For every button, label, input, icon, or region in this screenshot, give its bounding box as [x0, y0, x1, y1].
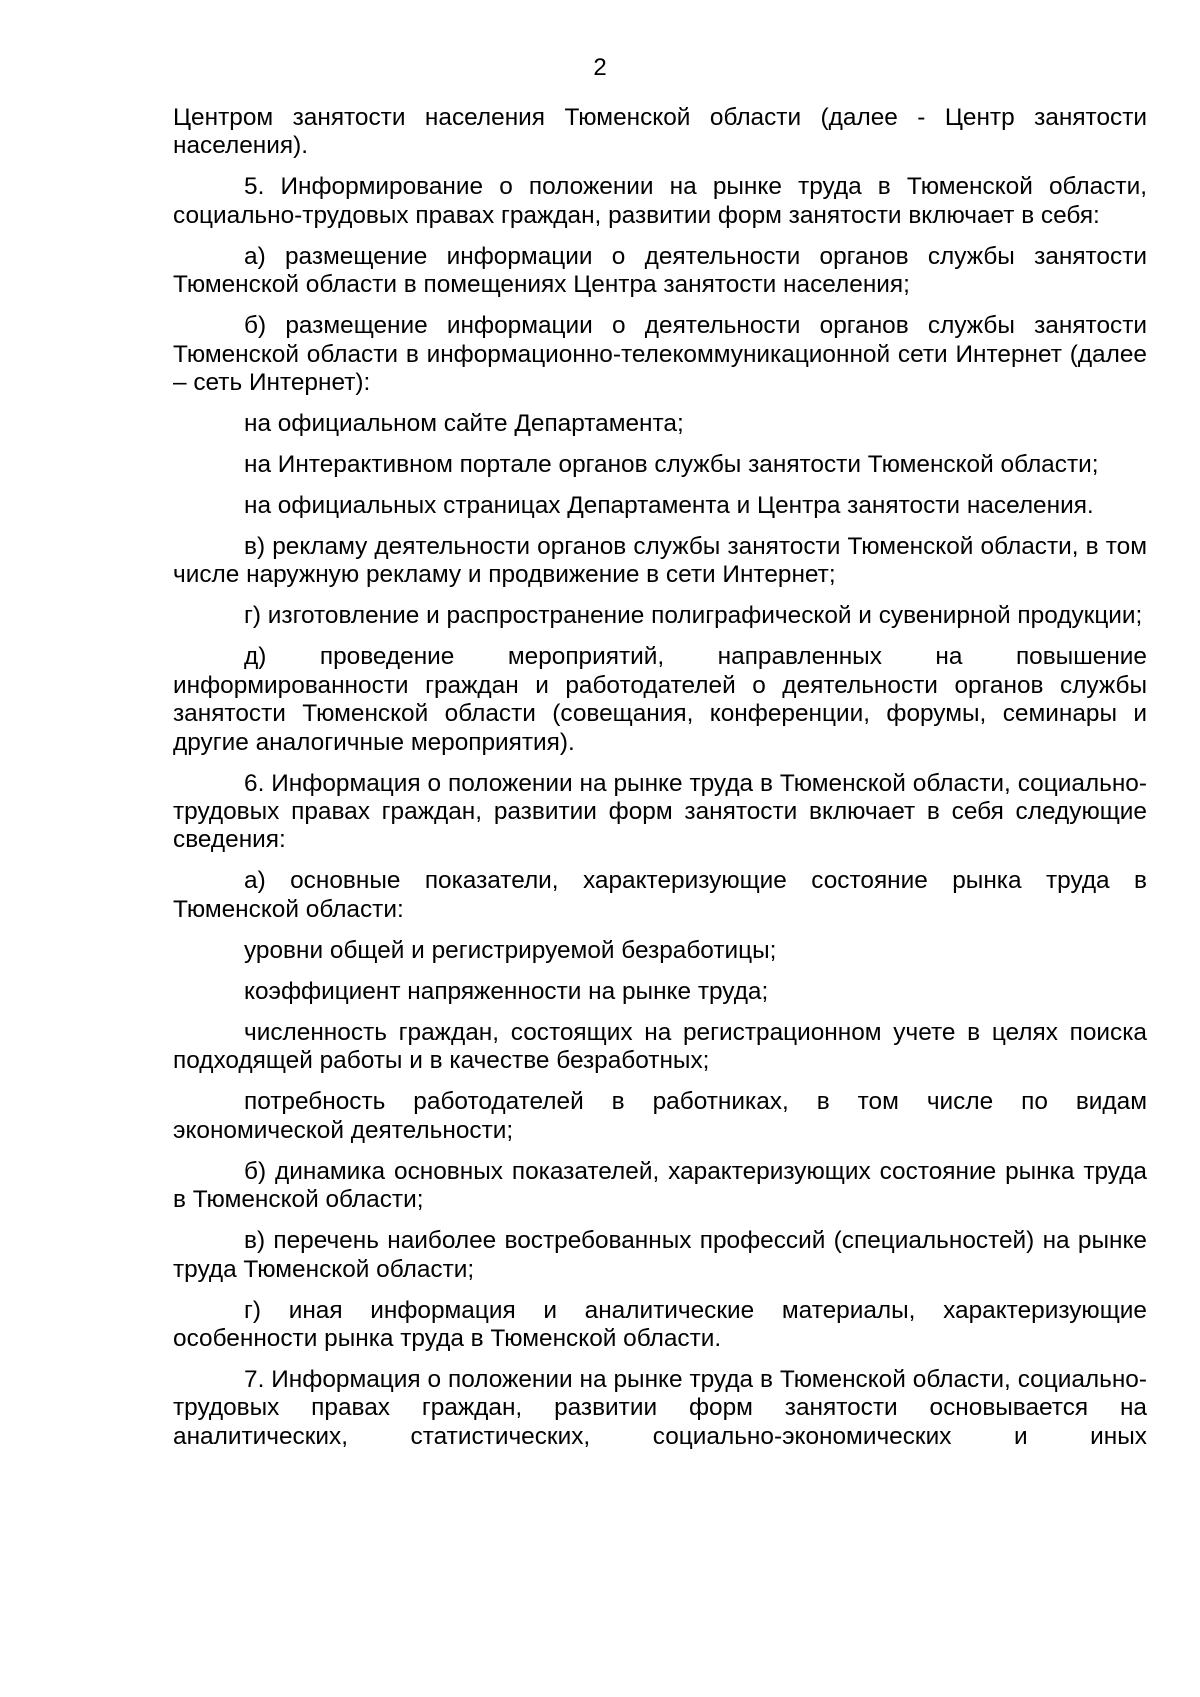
paragraph-item-7: 7. Информация о положении на рынке труда в Тюменской области, социально-трудовых правах граждан, развитии форм занятости основывается на аналитических, статистических, социально-экономических и иных — [173, 1365, 1147, 1450]
document-body — [173, 104, 1147, 1451]
paragraph-item-5: 5. Информирование о положении на рынке труда в Тюменской области, социально-трудовых правах граждан, развитии форм занятости включает в себя: — [173, 173, 1147, 229]
paragraph-6v: в) перечень наиболее востребованных профессий (специальностей) на рынке труда Тюменской области; — [173, 1227, 1147, 1283]
paragraph-5b-official-site: на официальном сайте Департамента; — [244, 410, 684, 438]
paragraph-6a-employer-demand: потребность работодателей в работниках, в том числе по видам экономической деятельности; — [173, 1088, 1147, 1144]
paragraph-6g: г) иная информация и аналитические материалы, характеризующие особенности рынка труда в Тюменской области. — [173, 1296, 1147, 1352]
paragraph-6a-tension-ratio: коэффициент напряженности на рынке труда; — [244, 977, 769, 1005]
paragraph-5b: б) размещение информации о деятельности органов службы занятости Тюменской области в информационно-телекоммуникационной сети Интернет (далее – сеть Интернет): — [173, 312, 1147, 397]
paragraph-5d: д) проведение мероприятий, направленных на повышение информированности граждан и работодателей о деятельности органов службы занятости Тюменской области (совещания, конференции, форумы, семинары и другие аналогичные мероприятия). — [173, 643, 1147, 756]
paragraph-6a: а) основные показатели, характеризующие состояние рынка труда в Тюменской области: — [173, 867, 1147, 923]
paragraph-continuation: Центром занятости населения Тюменской области (далее - Центр занятости населения). — [173, 104, 1147, 160]
paragraph-5v: в) рекламу деятельности органов службы занятости Тюменской области, в том числе наружную рекламу и продвижение в сети Интернет; — [173, 533, 1147, 589]
paragraph-6a-unemployment: уровни общей и регистрируемой безработицы; — [244, 936, 777, 964]
paragraph-item-6: 6. Информация о положении на рынке труда в Тюменской области, социально-трудовых правах граждан, развитии форм занятости включает в себя следующие сведения: — [173, 769, 1147, 854]
paragraph-5a: а) размещение информации о деятельности органов службы занятости Тюменской области в помещениях Центра занятости населения; — [173, 242, 1147, 299]
paragraph-5b-portal: на Интерактивном портале органов службы занятости Тюменской области; — [244, 451, 1099, 479]
page-number: 2 — [593, 54, 607, 81]
paragraph-6b: б) динамика основных показателей, характеризующих состояние рынка труда в Тюменской области; — [173, 1157, 1147, 1214]
paragraph-6a-registered-count: численность граждан, состоящих на регистрационном учете в целях поиска подходящей работы и в качестве безработных; — [173, 1018, 1147, 1075]
paragraph-5g: г) изготовление и распространение полиграфической и сувенирной продукции; — [244, 602, 1143, 630]
paragraph-5b-official-pages: на официальных страницах Департамента и Центра занятости населения. — [244, 492, 1094, 520]
